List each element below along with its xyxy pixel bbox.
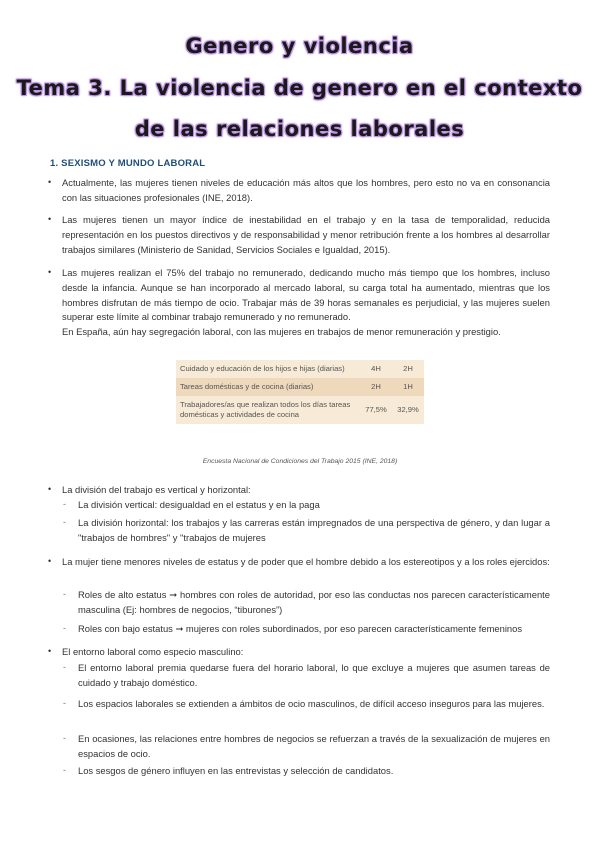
sub-item: Roles de alto estatus ➞ hombres con roles de autoridad, por eso las conductas nos parecen característicamente masculina (Ej: hombres de negocios, “tiburones”) xyxy=(78,589,550,615)
table-row xyxy=(176,378,424,396)
topic-title-line-2: de las relaciones laborales xyxy=(134,117,465,141)
sub-item: La división horizontal: los trabajos y las carreras están impregnados de una perspectiva de género, y dan lugar a "trabajos de hombres" y "trabajos de mujeres xyxy=(78,517,550,543)
dash-icon: - xyxy=(63,733,66,743)
dash-icon: - xyxy=(63,698,66,708)
dash-icon: - xyxy=(63,765,66,775)
sub-item: Roles con bajo estatus ➞ mujeres con roles subordinados, por eso parecen característicamente femeninos xyxy=(78,623,523,634)
table-cell-value: 4H xyxy=(371,364,381,373)
bullet-icon: • xyxy=(48,214,52,224)
table-cell-value: 2H xyxy=(371,382,381,391)
table-cell-label: Trabajadores/as que realizan todos los días tareas domésticas y actividades de cocina xyxy=(180,400,351,419)
dash-icon: - xyxy=(63,623,66,633)
topic-title-line-1: Tema 3. La violencia de genero en el contexto xyxy=(16,76,583,100)
table-row xyxy=(176,360,424,378)
table-cell-label: Cuidado y educación de los hijos e hijas (diarias) xyxy=(180,364,345,373)
table-cell-label: Tareas domésticas y de cocina (diarias) xyxy=(180,382,314,391)
paragraph: La mujer tiene menores niveles de estatus y de poder que el hombre debido a los estereotipos y a los roles ejercidos: xyxy=(62,556,550,567)
paragraph: El entorno laboral como especio masculino: xyxy=(62,646,244,657)
dash-icon: - xyxy=(63,589,66,599)
table-cell-value: 32,9% xyxy=(397,405,419,414)
table-cell-value: 2H xyxy=(403,364,413,373)
paragraph: En España, aún hay segregación laboral, con las mujeres en trabajos de menor remuneración y prestigio. xyxy=(62,326,501,337)
section-heading: 1. SEXISMO Y MUNDO LABORAL xyxy=(50,158,206,169)
paragraph: La división del trabajo es vertical y horizontal: xyxy=(62,484,251,495)
bullet-icon: • xyxy=(48,646,52,656)
sub-item: El entorno laboral premia quedarse fuera del horario laboral, lo que excluye a mujeres que asumen tareas de cuidado y trabajo doméstico. xyxy=(78,662,550,688)
sub-item: Los espacios laborales se extienden a ámbitos de ocio masculinos, de difícil acceso inseguros para las mujeres. xyxy=(78,698,545,709)
paragraph: Actualmente, las mujeres tienen niveles de educación más altos que los hombres, pero esto no va en consonancia con las situaciones profesionales (INE, 2018). xyxy=(62,177,550,203)
dash-icon: - xyxy=(63,517,66,527)
table-row xyxy=(176,396,424,424)
bullet-icon: • xyxy=(48,267,52,277)
table-cell-value: 77,5% xyxy=(365,405,387,414)
table-cell-value: 1H xyxy=(403,382,413,391)
document-title: Genero y violencia xyxy=(185,34,414,58)
sub-item: La división vertical: desigualdad en el estatus y en la paga xyxy=(78,499,320,510)
bullet-icon: • xyxy=(48,177,52,187)
paragraph: Las mujeres realizan el 75% del trabajo no remunerado, dedicando mucho más tiempo que los hombres, incluso desde la infancia. Aunque se han incorporado al mercado laboral, su carga total ha aumentado, mientras que los hombres disfrutan de más tiempo de ocio. Trabajar más de 39 horas semanales es perjudicial, y las mujeres suelen superar este límite al combinar trabajo remunerado y no remunerado. xyxy=(62,267,550,323)
bullet-icon: • xyxy=(48,556,52,566)
data-table xyxy=(176,360,424,424)
dash-icon: - xyxy=(63,662,66,672)
sub-item: En ocasiones, las relaciones entre hombres de negocios se refuerzan a través de la sexualización de mujeres en espacios de ocio. xyxy=(78,733,550,759)
table-caption: Encuesta Nacional de Condiciones del Trabajo 2015 (INE, 2018) xyxy=(202,458,398,465)
bullet-icon: • xyxy=(48,484,52,494)
paragraph: Las mujeres tienen un mayor índice de inestabilidad en el trabajo y en la tasa de temporalidad, reducida representación en los puestos directivos y de responsabilidad y menor retribución frente a los hombres al desarrollar trabajos similares (Ministerio de Sanidad, Servicios Sociales e Igualdad, 2015). xyxy=(62,214,550,255)
dash-icon: - xyxy=(63,499,66,509)
sub-item: Los sesgos de género influyen en las entrevistas y selección de candidatos. xyxy=(78,765,394,776)
